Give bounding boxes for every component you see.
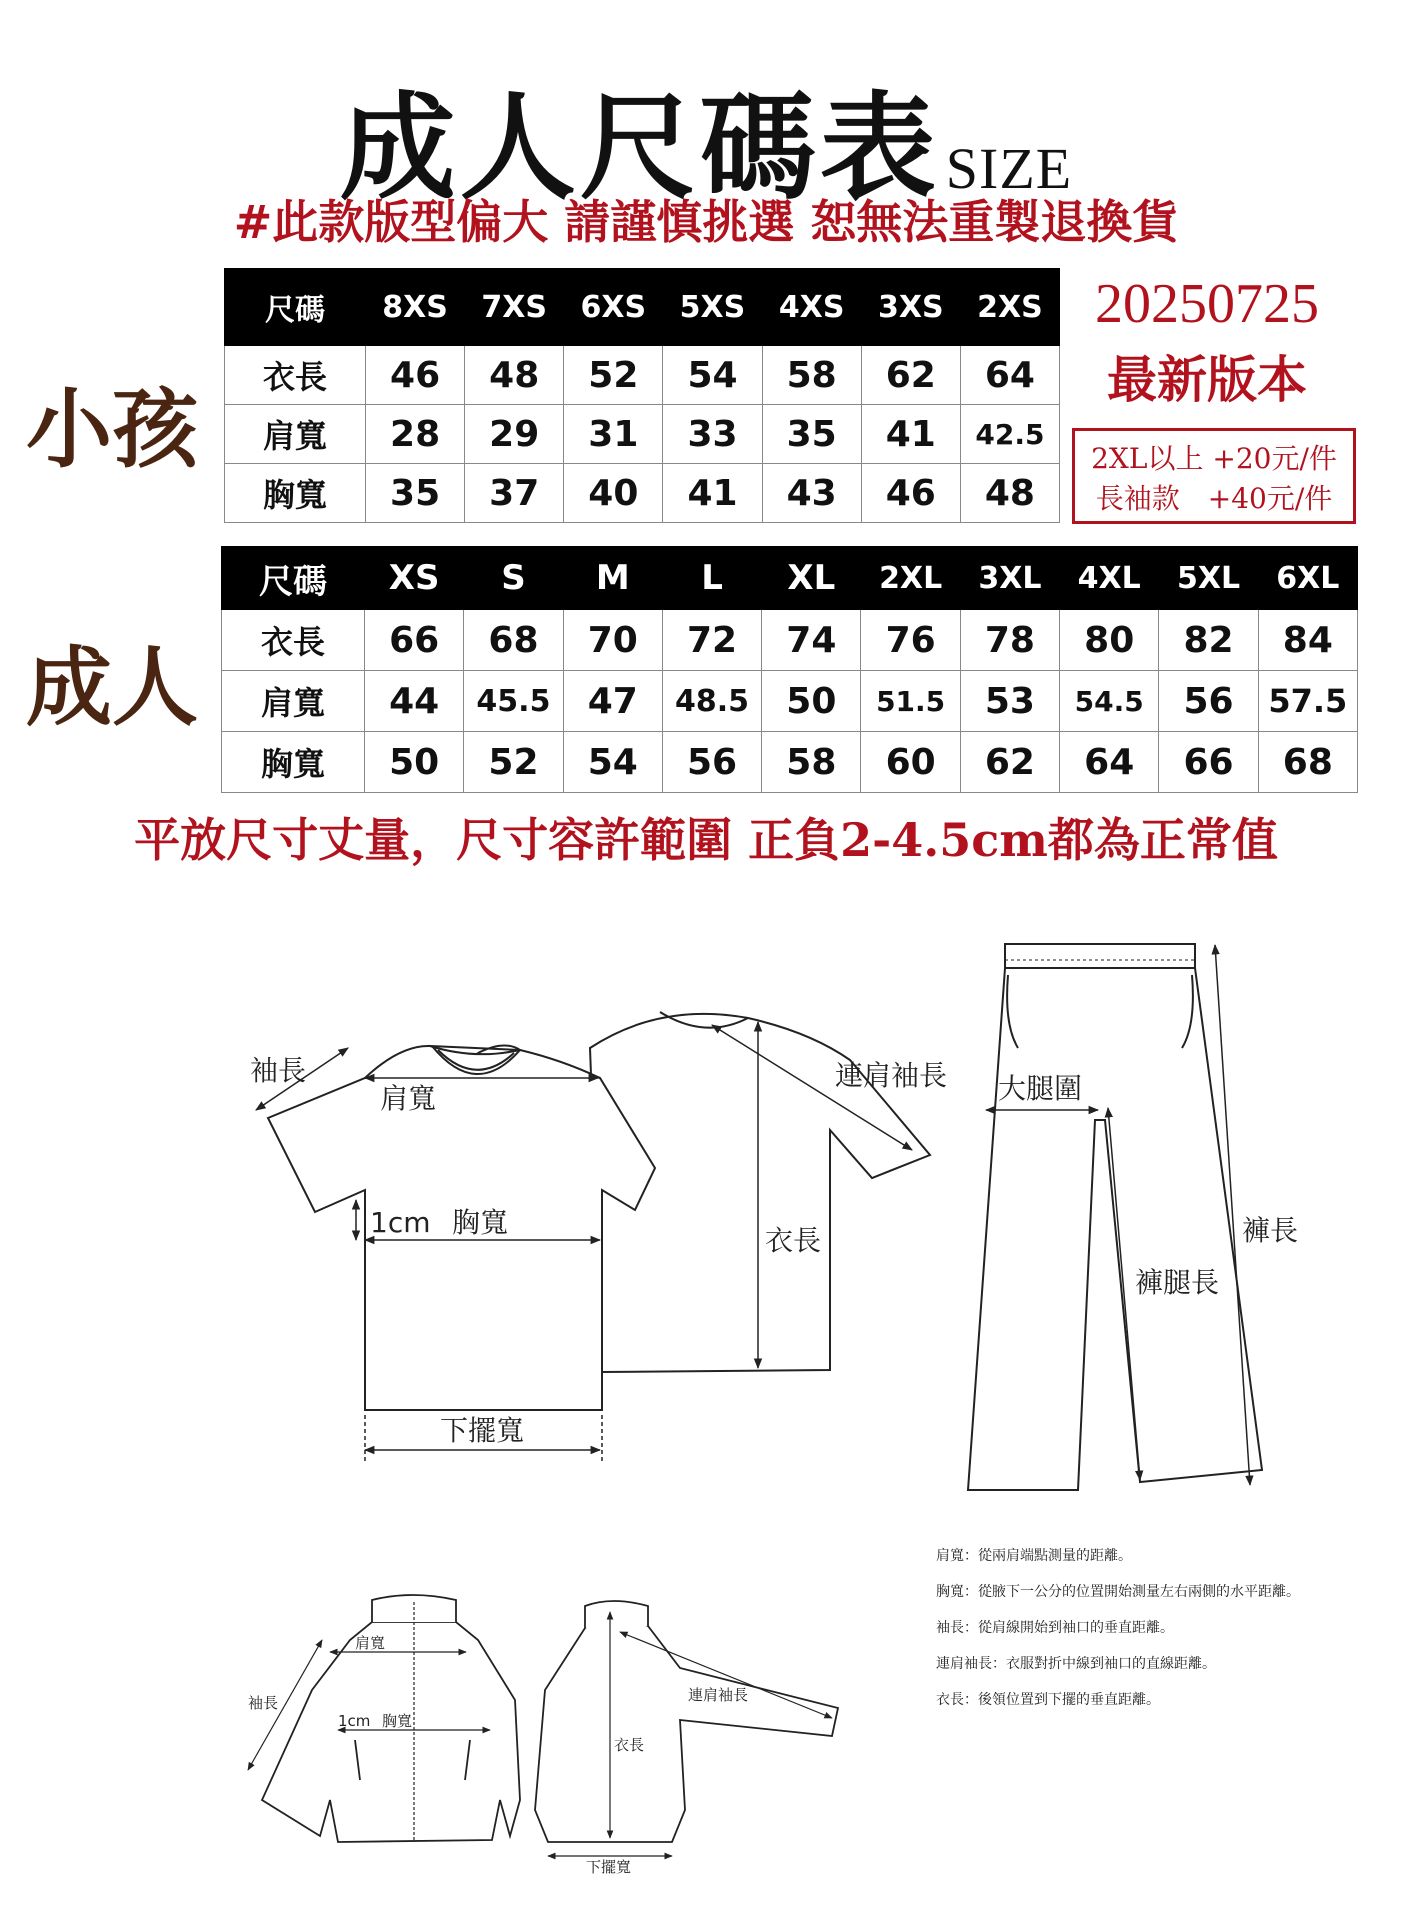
size-header-cell: 6XS xyxy=(564,269,663,346)
table-cell: 56 xyxy=(1159,671,1258,732)
definition-item: 袖長：從肩線開始到袖口的垂直距離。 xyxy=(936,1620,1174,1636)
table-cell: 60 xyxy=(861,732,960,793)
row-label: 肩寬 xyxy=(222,671,365,732)
table-cell: 82 xyxy=(1159,610,1258,671)
table-cell: 37 xyxy=(465,464,564,523)
table-cell: 35 xyxy=(762,405,861,464)
table-cell: 43 xyxy=(762,464,861,523)
table-cell: 54 xyxy=(663,346,762,405)
table-cell: 66 xyxy=(365,610,464,671)
version-label: 最新版本 xyxy=(1107,350,1307,409)
table-row xyxy=(225,346,1060,405)
table-cell: 52 xyxy=(464,732,563,793)
table-cell: 74 xyxy=(762,610,861,671)
table-cell: 48 xyxy=(960,464,1059,523)
table-cell: 51.5 xyxy=(861,671,960,732)
table-cell: 78 xyxy=(960,610,1059,671)
surcharge-line-2: 長袖款 +40元/件 xyxy=(1095,482,1333,515)
table-cell: 54.5 xyxy=(1060,671,1159,732)
measurement-tolerance-note: 平放尺寸丈量，尺寸容許範圍 正負2-4.5cm都為正常值 xyxy=(134,813,1278,867)
table-cell: 50 xyxy=(365,732,464,793)
size-header-cell: 5XS xyxy=(663,269,762,346)
size-header-cell: 5XL xyxy=(1159,547,1258,610)
table-cell: 41 xyxy=(861,405,960,464)
definition-item: 衣長：後領位置到下擺的垂直距離。 xyxy=(936,1692,1160,1708)
table-cell: 62 xyxy=(861,346,960,405)
definition-item: 胸寬：從腋下一公分的位置開始測量左右兩側的水平距離。 xyxy=(936,1584,1300,1600)
measurement-diagrams xyxy=(0,900,1412,1910)
table-row xyxy=(222,671,1358,732)
jacket-chest-label: 胸寬 xyxy=(382,1712,413,1730)
size-header-cell: XS xyxy=(365,547,464,610)
table-header-row xyxy=(222,547,1358,610)
table-cell: 41 xyxy=(663,464,762,523)
definition-item: 肩寬：從兩肩端點測量的距離。 xyxy=(936,1548,1132,1564)
row-label: 胸寬 xyxy=(222,732,365,793)
table-cell: 72 xyxy=(662,610,761,671)
jacket-sleeve-length-label: 袖長 xyxy=(248,1694,279,1712)
table-cell: 68 xyxy=(1258,732,1357,793)
definition-item: 連肩袖長：衣服對折中線到袖口的直線距離。 xyxy=(936,1656,1216,1672)
kids-size-table xyxy=(224,268,1060,523)
tshirt-1cm-label: 1cm xyxy=(370,1206,431,1239)
table-cell: 42.5 xyxy=(960,405,1059,464)
table-cell: 54 xyxy=(563,732,662,793)
size-header-cell: 4XS xyxy=(762,269,861,346)
title-sub: SIZE xyxy=(945,136,1073,201)
table-cell: 50 xyxy=(762,671,861,732)
warning-text: #此款版型偏大 請謹慎挑選 恕無法重製退換貨 xyxy=(233,195,1179,249)
table-cell: 58 xyxy=(762,732,861,793)
table-cell: 29 xyxy=(465,405,564,464)
table-cell: 80 xyxy=(1060,610,1159,671)
adults-section-label: 成人 xyxy=(26,637,198,738)
table-cell: 31 xyxy=(564,405,663,464)
pants-inseam-label: 褲腿長 xyxy=(1135,1266,1220,1299)
row-label: 衣長 xyxy=(225,346,366,405)
tshirt-sleeve-length-label: 袖長 xyxy=(250,1054,307,1087)
size-header-cell: 7XS xyxy=(465,269,564,346)
table-cell: 47 xyxy=(563,671,662,732)
size-header-cell: 2XS xyxy=(960,269,1059,346)
table-row xyxy=(225,464,1060,523)
table-cell: 53 xyxy=(960,671,1059,732)
table-cell: 84 xyxy=(1258,610,1357,671)
pants-thigh-label: 大腿圍 xyxy=(998,1072,1083,1105)
table-cell: 33 xyxy=(663,405,762,464)
table-cell: 44 xyxy=(365,671,464,732)
table-cell: 48 xyxy=(465,346,564,405)
table-cell: 76 xyxy=(861,610,960,671)
table-cell: 28 xyxy=(366,405,465,464)
jacket-shoulder-label: 肩寬 xyxy=(355,1634,386,1652)
jacket-back-illustration xyxy=(535,1601,838,1842)
table-cell: 62 xyxy=(960,732,1059,793)
table-row xyxy=(225,405,1060,464)
pants-illustration xyxy=(968,944,1262,1490)
surcharge-line-1: 2XL以上 +20元/件 xyxy=(1091,442,1337,475)
table-cell: 35 xyxy=(366,464,465,523)
table-cell: 46 xyxy=(366,346,465,405)
size-header-cell: 6XL xyxy=(1258,547,1357,610)
adults-size-table xyxy=(221,546,1358,793)
tshirt-raglan-label: 連肩袖長 xyxy=(835,1059,948,1092)
size-header-cell: 3XS xyxy=(861,269,960,346)
size-header-cell: L xyxy=(662,547,761,610)
size-header-cell: S xyxy=(464,547,563,610)
tshirt-shoulder-label: 肩寬 xyxy=(380,1082,437,1115)
table-cell: 64 xyxy=(1060,732,1159,793)
table-cell: 68 xyxy=(464,610,563,671)
measurement-definitions xyxy=(936,1538,1300,1718)
kids-section-label: 小孩 xyxy=(26,379,198,480)
size-header-cell: M xyxy=(563,547,662,610)
size-header-label: 尺碼 xyxy=(225,269,366,346)
table-row xyxy=(222,732,1358,793)
tshirt-chest-label: 胸寬 xyxy=(452,1206,509,1239)
size-header-cell: 2XL xyxy=(861,547,960,610)
size-header-cell: 8XS xyxy=(366,269,465,346)
size-header-cell: 4XL xyxy=(1060,547,1159,610)
table-cell: 40 xyxy=(564,464,663,523)
table-cell: 56 xyxy=(662,732,761,793)
row-label: 肩寬 xyxy=(225,405,366,464)
table-cell: 52 xyxy=(564,346,663,405)
table-cell: 58 xyxy=(762,346,861,405)
tshirt-body-length-label: 衣長 xyxy=(765,1224,822,1257)
version-date: 20250725 xyxy=(1095,273,1319,335)
table-cell: 64 xyxy=(960,346,1059,405)
size-header-label: 尺碼 xyxy=(222,547,365,610)
table-cell: 45.5 xyxy=(464,671,563,732)
table-cell: 70 xyxy=(563,610,662,671)
pants-length-label: 褲長 xyxy=(1242,1214,1299,1247)
table-header-row xyxy=(225,269,1060,346)
surcharge-box xyxy=(1072,428,1356,524)
title-main: 成人尺碼表 xyxy=(339,80,940,216)
table-cell: 46 xyxy=(861,464,960,523)
table-cell: 57.5 xyxy=(1258,671,1357,732)
size-header-cell: 3XL xyxy=(960,547,1059,610)
table-cell: 48.5 xyxy=(662,671,761,732)
table-row xyxy=(222,610,1358,671)
jacket-raglan-label: 連肩袖長 xyxy=(688,1686,749,1704)
row-label: 胸寬 xyxy=(225,464,366,523)
jacket-1cm-label: 1cm xyxy=(338,1712,371,1730)
tshirt-hem-label: 下擺寬 xyxy=(440,1414,525,1447)
table-cell: 66 xyxy=(1159,732,1258,793)
jacket-body-length-label: 衣長 xyxy=(614,1736,645,1754)
row-label: 衣長 xyxy=(222,610,365,671)
jacket-hem-label: 下擺寬 xyxy=(586,1858,632,1876)
size-header-cell: XL xyxy=(762,547,861,610)
